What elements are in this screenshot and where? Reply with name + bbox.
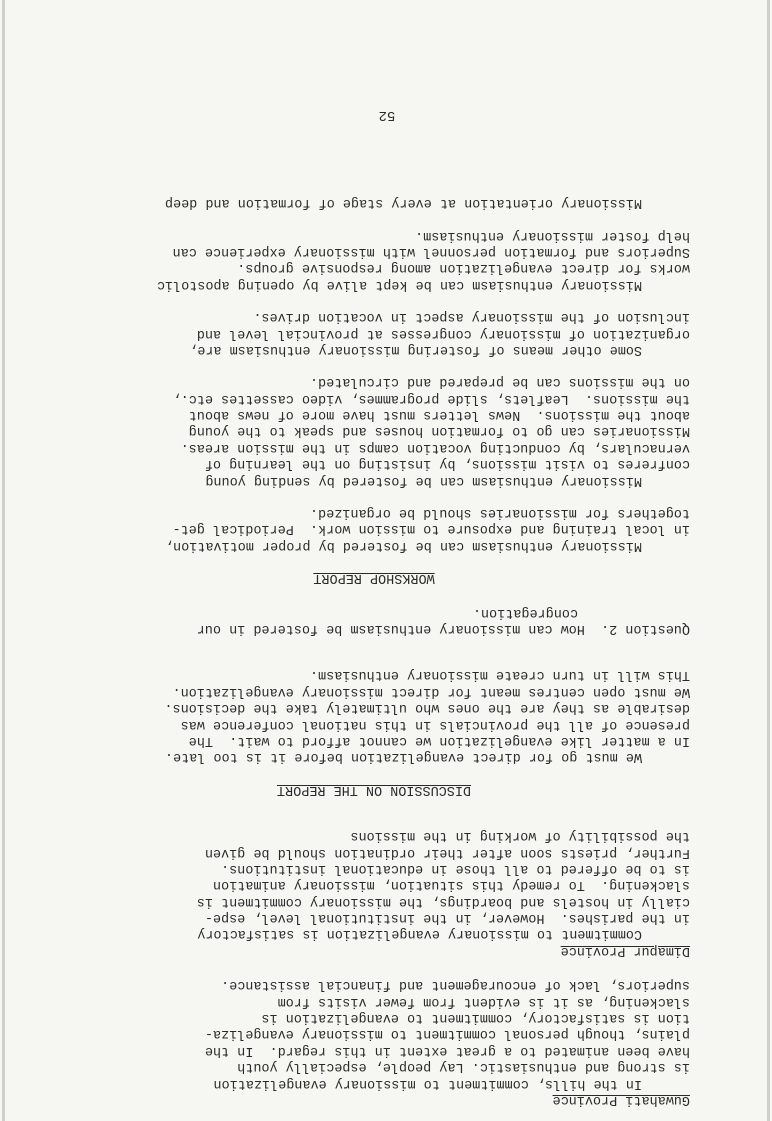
text-line: the missions. Leaflets, slide programmes, video cassettes etc., <box>172 390 690 406</box>
text-line: In a matter like evangelization we cannot afford to wait. The <box>188 732 690 748</box>
text-line: desirable as they are the ones who ultimately take the decisions. <box>164 700 690 716</box>
text-line: This will in turn create missionary enthusiasm. <box>309 667 690 683</box>
text-line: in local training and exposure to mission work. Periodical get- <box>172 521 690 537</box>
text-line: In the hills, commitment to missionary evangelization <box>213 1075 642 1091</box>
text-line: Missionary enthusiasm can be kept alive by opening apostolic <box>156 276 642 292</box>
text-line: Commitment to missionary evangelization is satisfactory <box>197 926 642 942</box>
text-line: tion is satisfactory, commitment to evangelization is <box>261 1010 690 1026</box>
text-line: works for direct evangelization among responsive groups. <box>237 260 690 276</box>
text-line: on the missions can be prepared and circulated. <box>309 374 690 390</box>
section-heading-workshop: WORKSHOP REPORT <box>313 570 435 586</box>
text-line: slackening, as it is evident from fewer visits from <box>277 993 690 1009</box>
text-line: Some other means of fostering missionary enthusiasm are, <box>189 341 642 357</box>
text-line: about the missions. News letters must have more of news about <box>188 407 690 423</box>
page-number: 52 <box>378 107 396 123</box>
text-line: inclusion of the missionary aspect in vocation drives. <box>253 309 690 325</box>
section-heading-dimapur: Dimapur Province <box>560 942 690 958</box>
text-line: We must go for direct evangelization before it is too late. <box>164 749 642 765</box>
text-line: Superiors and formation personnel with missionary experience can <box>172 243 690 259</box>
text-line: Missionary orientation at every stage of formation and deep <box>164 195 642 211</box>
text-line: togethers for missionaries should be organized. <box>309 505 690 521</box>
section-heading-guwahati: Guwahati Province <box>552 1092 690 1107</box>
text-line: Further, priests soon after their ordination should be given <box>204 844 690 860</box>
question-text: How can missionary enthusiasm be fostered in our <box>196 621 585 637</box>
text-line: have been animated to a great extent in this regard. In the <box>204 1042 690 1058</box>
question-text-continued: congregation. <box>472 604 578 620</box>
text-line: slackening. To remedy this situation, missionary animation <box>212 877 690 893</box>
text-line: organization of missionary congresses at provincial level and <box>196 325 690 341</box>
text-line: Missionaries can go to formation houses and speak to the young <box>188 423 690 439</box>
section-heading-discussion: DISCUSSION ON THE REPORT <box>276 781 472 797</box>
text-line: Missionary enthusiasm can be fostered by proper motivation, <box>164 537 642 553</box>
text-line: Missionary enthusiasm can be fostered by sending young <box>205 472 642 488</box>
text-line: vernaculars, by conducting vocation camps in the mission areas. <box>180 439 690 455</box>
question-2-line <box>58 620 690 636</box>
text-line: presence of all the provincials in this national conference was <box>180 716 690 732</box>
text-line: the possibility of working in the missions <box>350 828 690 844</box>
text-line: confreres to visit missions, by insisting on the learning of <box>204 456 690 472</box>
page-body <box>58 194 690 1107</box>
text-line: in the parishes. However, in the institutional level, espe- <box>204 910 690 926</box>
text-line: We must open centres meant for direct missionary evangelization. <box>172 683 690 699</box>
text-line: cially in hostels and boardings, the missionary commitment is <box>196 893 690 909</box>
text-line: help foster missionary enthusiasm. <box>415 227 690 243</box>
question-label: Question 2. <box>601 621 690 637</box>
text-line: is to be offered to all those in educational institutions. <box>221 860 690 876</box>
scan-edge-right <box>2 0 5 1121</box>
text-line: plains, though personal commitment to missionary evangeliza- <box>204 1026 690 1042</box>
text-line: is strong and enthusiastic. Lay people, especially youth <box>237 1059 690 1075</box>
scan-edge-left <box>767 0 770 1121</box>
text-line: superiors, lack of encouragement and financial assistance. <box>221 977 690 993</box>
